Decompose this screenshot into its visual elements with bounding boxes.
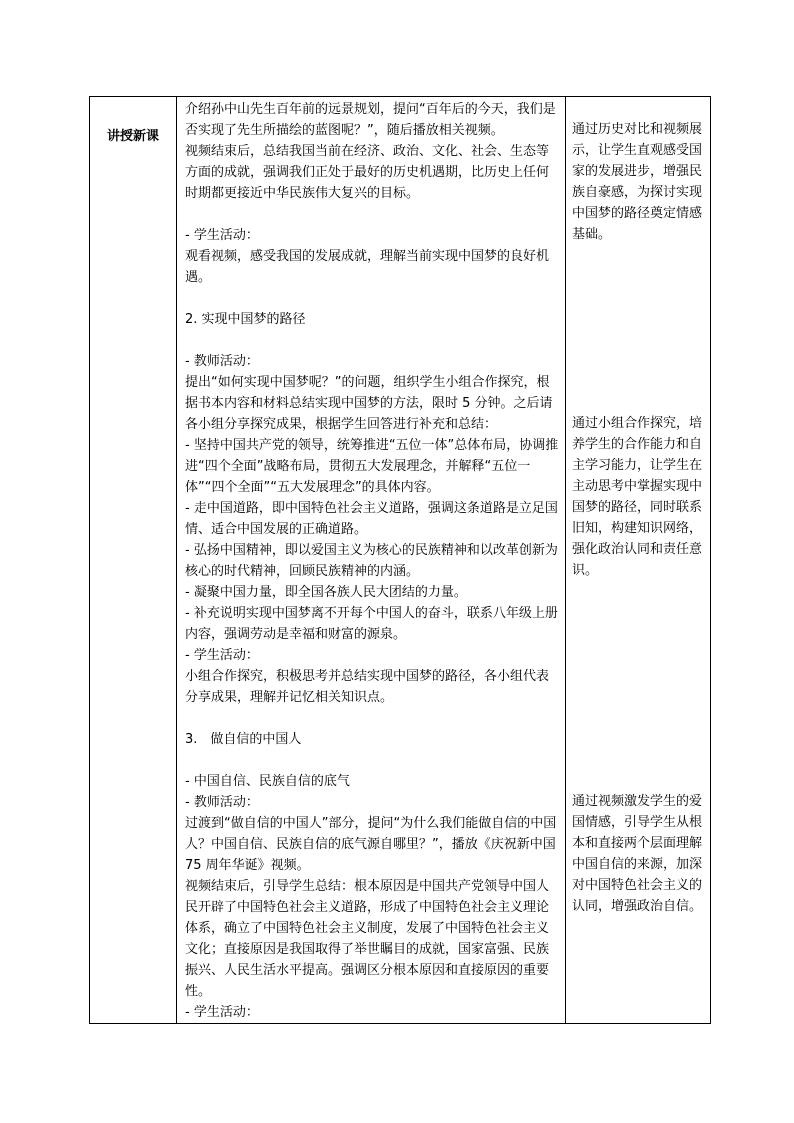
section-label: 讲授新课 [106, 129, 159, 144]
list-item: - 中国自信、民族自信的底气 [185, 774, 350, 789]
purpose-paragraph: 通过历史对比和视频展示，让学生直观感受国家的发展进步，增强民族自豪感，为探讨实现中国梦的路径奠定情感基础。 [572, 122, 703, 242]
list-item: - 补充说明实现中国梦离不开每个中国人的奋斗，联系八年级上册内容，强调劳动是幸福和财富的源泉。 [185, 606, 558, 642]
content-paragraph: 过渡到“做自信的中国人”部分，提问“为什么我们能做自信的中国人？中国自信、民族自信的底气源自哪里？”，播放《庆祝新中国 75 周年华诞》视频。 [185, 816, 557, 873]
blank-line [185, 330, 559, 351]
student-activity-heading: - 学生活动： [185, 228, 259, 243]
teaching-content-cell [177, 97, 566, 1024]
section-heading: 3. 做自信的中国人 [185, 732, 302, 747]
table-row [90, 97, 711, 1024]
blank-line [185, 288, 559, 309]
list-item: - 走中国道路，即中国特色社会主义道路，强调这条道路是立足国情、适合中国发展的正确道路。 [185, 501, 558, 537]
design-purpose [566, 97, 710, 917]
spacer [572, 581, 706, 791]
section-heading: 2. 实现中国梦的路径 [185, 312, 306, 327]
design-purpose-cell [566, 97, 711, 1024]
student-activity-heading: - 学生活动： [185, 1005, 259, 1020]
content-paragraph: 视频结束后，引导学生总结：根本原因是中国共产党领导中国人民开辟了中国特色社会主义道路，形成了中国特色社会主义理论体系，确立了中国特色社会主义制度，发展了中国特色社会主义文化；直接原因是我国取得了举世瞩目的成就，国家富强、民族振兴、人民生活水平提高。强调区分根本原因和直接原因的重要性。 [185, 879, 550, 999]
list-item: - 凝聚中国力量，即全国各族人民大团结的力量。 [185, 585, 467, 600]
student-activity-heading: - 学生活动： [185, 648, 259, 663]
content-paragraph: 介绍孙中山先生百年前的远景规划，提问“百年后的今天，我们是否实现了先生所描绘的蓝图呢？”，随后播放相关视频。 [185, 102, 556, 138]
teaching-content [177, 97, 565, 1023]
purpose-paragraph: 通过小组合作探究，培养学生的合作能力和自主学习能力，让学生在主动思考中掌握实现中国梦的路径，同时联系旧知，构建知识网络，强化政治认同和责任意识。 [572, 416, 703, 578]
teacher-activity-heading: - 教师活动： [185, 354, 259, 369]
content-paragraph: 观看视频，感受我国的发展成就，理解当前实现中国梦的良好机遇。 [185, 249, 550, 285]
section-label-cell [90, 97, 177, 1024]
lesson-plan-table [89, 96, 711, 1024]
teacher-activity-heading: - 教师活动： [185, 795, 259, 810]
list-item: - 坚持中国共产党的领导，统筹推进“五位一体”总体布局，协调推进“四个全面”战略布局，贯彻五大发展理念，并解释“五位一体”“四个全面”“五大发展理念”的具体内容。 [185, 438, 559, 495]
blank-line [185, 750, 559, 771]
list-item: - 弘扬中国精神，即以爱国主义为核心的民族精神和以改革创新为核心的时代精神，回顾民族精神的内涵。 [185, 543, 558, 579]
content-paragraph: 小组合作探究，积极思考并总结实现中国梦的路径，各小组代表分享成果，理解并记忆相关知识点。 [185, 669, 550, 705]
blank-line [185, 204, 559, 225]
spacer [572, 245, 706, 413]
purpose-paragraph: 通过视频激发学生的爱国情感，引导学生从根本和直接两个层面理解中国自信的来源，加深对中国特色社会主义的认同，增强政治自信。 [572, 794, 703, 914]
content-paragraph: 提出“如何实现中国梦呢？”的问题，组织学生小组合作探究，根据书本内容和材料总结实现中国梦的方法，限时 5 分钟。之后请各小组分享探究成果，根据学生回答进行补充和总结： [185, 375, 553, 432]
content-paragraph: 视频结束后，总结我国当前在经济、政治、文化、社会、生态等方面的成就，强调我们正处于最好的历史机遇期，比历史上任何时期都更接近中华民族伟大复兴的目标。 [185, 144, 550, 201]
blank-line [185, 708, 559, 729]
